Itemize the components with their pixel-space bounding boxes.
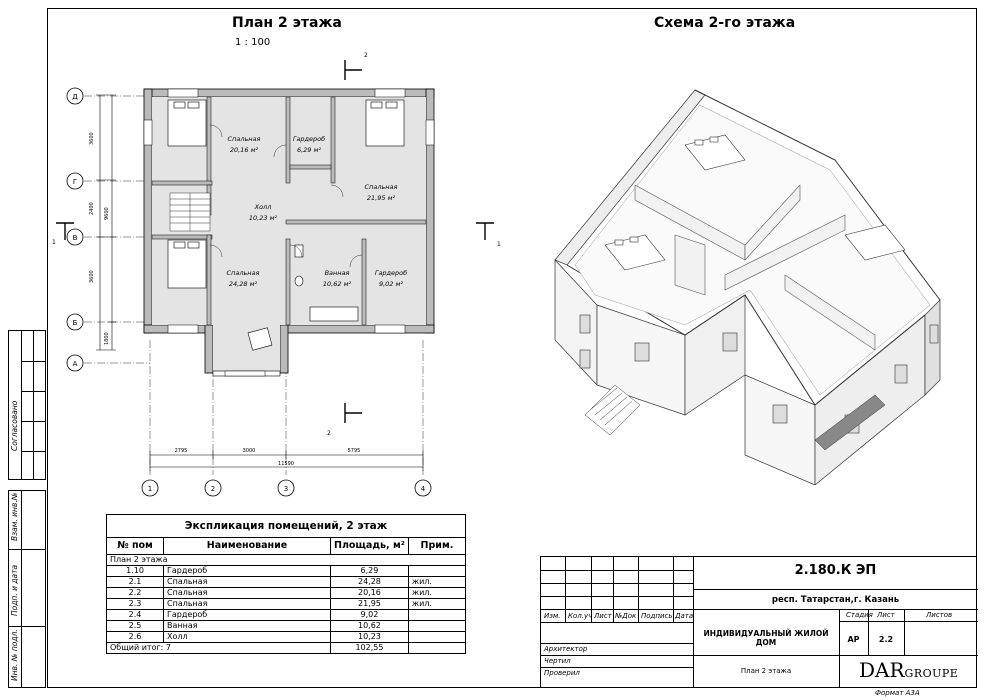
plan-title: План 2 этажа	[232, 15, 342, 31]
floor-plan	[50, 45, 510, 500]
section-top-mark: 2	[364, 52, 368, 59]
axis-row-a: А	[72, 360, 78, 368]
cell-area: 10,23	[331, 632, 409, 643]
cell-number: 2.2	[107, 588, 164, 599]
axis-row-v: В	[72, 234, 78, 242]
tb-sheet-name: План 2 этажа	[740, 667, 792, 675]
title-block	[540, 556, 977, 688]
logo-big: DAR	[859, 658, 905, 682]
tb-role-drawn: Чертил	[544, 657, 571, 665]
dim-h3: 5795	[347, 448, 361, 454]
axis-col-1: 1	[147, 485, 153, 493]
stamp-replace-label: Взам. инв.№	[10, 492, 19, 541]
room-7-name: Гардероб	[374, 269, 408, 277]
cell-name: Спальная	[164, 599, 331, 610]
room-1-name: Спальная	[227, 135, 261, 143]
company-logo	[859, 658, 958, 682]
tb-stage: АР	[847, 635, 860, 644]
cell-number: 2.4	[107, 610, 164, 621]
dim-h2: 3000	[242, 448, 256, 454]
section-left-mark: 1	[52, 239, 56, 246]
paper-format: Формат А3А	[875, 689, 920, 697]
tb-project: ИНДИВИДУАЛЬНЫЙ ЖИЛОЙ ДОМ	[703, 629, 829, 647]
table-row	[107, 566, 466, 577]
col-area: Площадь, м²	[331, 538, 409, 555]
axis-col-3: 3	[283, 485, 289, 493]
dim-h1: 2795	[174, 448, 188, 454]
explication-caption: Экспликация помещений, 2 этаж	[107, 515, 466, 538]
room-7-area: 9,02 м²	[378, 280, 404, 288]
tb-stage-label: Стадия	[846, 611, 873, 619]
cell-note: жил.	[408, 577, 465, 588]
total-row	[107, 643, 466, 654]
room-1-area: 20,16 м²	[229, 146, 259, 154]
dim-v1: 3600	[89, 132, 95, 145]
cell-note	[408, 632, 465, 643]
room-6-area: 10,62 м²	[322, 280, 352, 288]
tb-sheets-label: Листов	[926, 611, 953, 619]
tb-sheet-label: Лист	[877, 611, 895, 619]
explication-group: План 2 этажа	[107, 555, 466, 566]
dim-v4: 1800	[104, 332, 110, 345]
cell-area: 9,02	[331, 610, 409, 621]
axis-col-2: 2	[210, 485, 216, 493]
cell-note	[408, 566, 465, 577]
explication-table	[106, 514, 466, 654]
room-4-area: 10,23 м²	[248, 214, 278, 222]
axis-col-4: 4	[420, 485, 426, 493]
tb-col-doc: №Док	[615, 612, 637, 620]
room-2-area: 6,29 м²	[296, 146, 322, 154]
cell-name: Ванная	[164, 621, 331, 632]
tb-col-date: Дата	[675, 612, 694, 620]
section-right-mark: 1	[497, 241, 501, 248]
cell-note	[408, 621, 465, 632]
cell-note: жил.	[408, 588, 465, 599]
logo-small: GROUPE	[904, 667, 959, 680]
tb-role-architect: Архитектор	[544, 645, 588, 653]
stamp-agreed	[8, 330, 46, 480]
cell-name: Спальная	[164, 577, 331, 588]
cell-area: 21,95	[331, 599, 409, 610]
stamp-sign-date-label: Подп. и дата	[10, 564, 19, 616]
table-row	[107, 632, 466, 643]
tb-col-sign: Подпись	[641, 612, 673, 620]
stamp-agreed-label: Согласовано	[10, 400, 19, 451]
room-2-name: Гардероб	[292, 135, 326, 143]
axis-row-d: Д	[72, 93, 78, 101]
tb-role-checked: Проверил	[544, 669, 580, 677]
dim-vtotal: 9600	[104, 207, 110, 220]
room-4-name: Холл	[254, 203, 272, 211]
cell-area: 10,62	[331, 621, 409, 632]
cell-number: 2.3	[107, 599, 164, 610]
stamp-signatures	[8, 490, 46, 688]
plan-scale: 1 : 100	[235, 37, 271, 48]
cell-name: Холл	[164, 632, 331, 643]
col-name: Наименование	[164, 538, 331, 555]
col-note: Прим.	[408, 538, 465, 555]
room-3-area: 21,95 м²	[366, 194, 396, 202]
dim-v3: 3600	[89, 270, 95, 283]
col-number: № пом	[107, 538, 164, 555]
total-label: Общий итог: 7	[107, 643, 331, 654]
table-row	[107, 621, 466, 632]
table-row	[107, 599, 466, 610]
tb-col-izm: Изм.	[544, 612, 561, 620]
section-bottom-mark: 2	[327, 430, 331, 437]
axis-row-g: Г	[72, 178, 78, 186]
tb-address: респ. Татарстан,г. Казань	[771, 595, 900, 605]
cell-name: Гардероб	[164, 610, 331, 621]
tb-col-list: Лист	[594, 612, 612, 620]
table-row	[107, 577, 466, 588]
tb-code: 2.180.К ЭП	[794, 563, 877, 578]
total-value: 102,55	[331, 643, 409, 654]
cell-area: 6,29	[331, 566, 409, 577]
tb-sheet: 2.2	[878, 635, 894, 644]
cell-name: Спальная	[164, 588, 331, 599]
cell-number: 2.1	[107, 577, 164, 588]
dim-htotal: 11590	[278, 461, 294, 467]
room-5-area: 24,28 м²	[228, 280, 258, 288]
cell-area: 20,16	[331, 588, 409, 599]
stamp-inv-label: Инв. № подл.	[10, 629, 19, 681]
cell-area: 24,28	[331, 577, 409, 588]
cell-name: Гардероб	[164, 566, 331, 577]
axis-row-b: Б	[72, 319, 78, 327]
tb-col-kolvo: Кол.уч	[568, 612, 593, 620]
room-5-name: Спальная	[226, 269, 260, 277]
isometric-scheme	[545, 85, 975, 485]
cell-number: 1.10	[107, 566, 164, 577]
dim-v2: 2400	[89, 202, 95, 215]
cell-note: жил.	[408, 599, 465, 610]
cell-number: 2.5	[107, 621, 164, 632]
cell-note	[408, 610, 465, 621]
table-row	[107, 588, 466, 599]
room-6-name: Ванная	[324, 269, 350, 277]
scheme-title: Схема 2-го этажа	[654, 15, 796, 31]
cell-number: 2.6	[107, 632, 164, 643]
room-3-name: Спальная	[364, 183, 398, 191]
table-row	[107, 610, 466, 621]
